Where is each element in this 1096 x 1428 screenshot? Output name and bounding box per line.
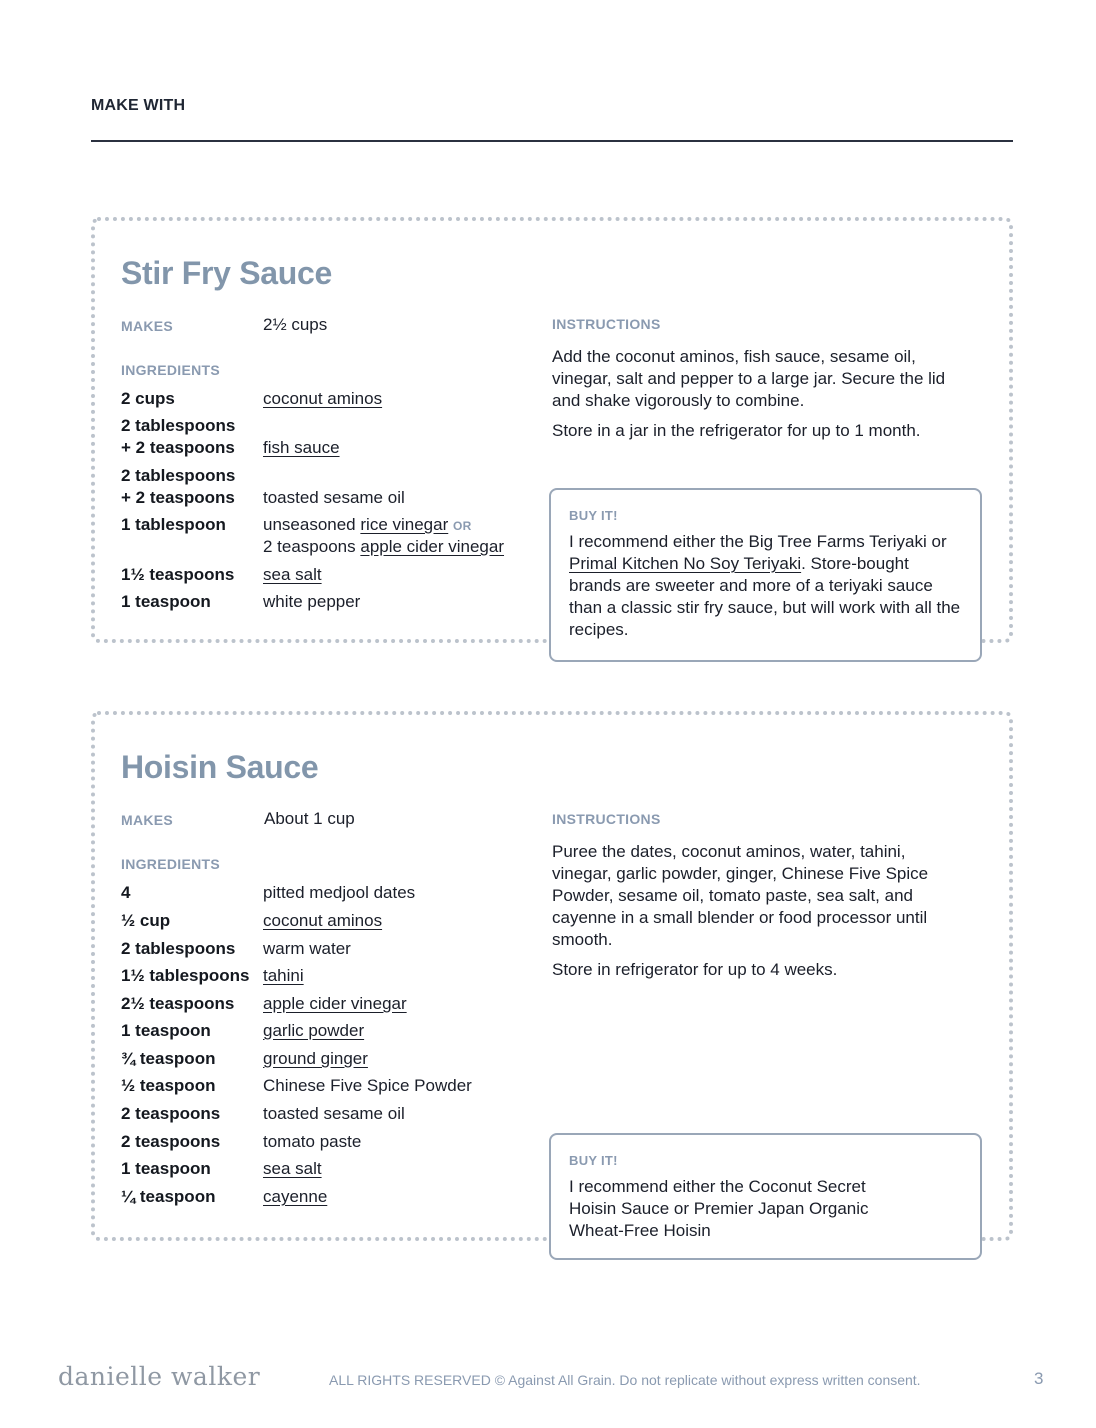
ingredient-name: white pepper <box>263 592 361 611</box>
instruction-step: Add the coconut aminos, fish sauce, sesame oil, vinegar, salt and pepper to a large jar. Secure the lid and shake vigorously to combine. <box>552 347 946 410</box>
ingredient-qty: ½ cup <box>121 911 171 930</box>
ingredient-qty: ¼ teaspoon <box>121 1187 216 1206</box>
ingredient-qty: 1 teaspoon <box>121 1021 211 1040</box>
ingredient-link[interactable]: ground ginger <box>263 1049 368 1068</box>
instructions-text <box>552 346 947 450</box>
ingredient-qty: 2 teaspoons <box>121 1132 221 1151</box>
ingredient-qty: 1 teaspoon <box>121 592 211 611</box>
makes-label: MAKES <box>121 812 174 828</box>
ingredient-qty: 2 tablespoons <box>121 466 236 485</box>
ingredient-name: Chinese Five Spice Powder <box>263 1076 472 1095</box>
instructions-label: INSTRUCTIONS <box>552 811 661 827</box>
ingredient-name: toasted sesame oil <box>263 488 405 507</box>
or-separator: OR <box>452 519 472 533</box>
ingredient-link[interactable]: fish sauce <box>263 438 340 457</box>
product-link[interactable]: Primal Kitchen No Soy Teriyaki <box>569 554 802 573</box>
ingredient-prefix: 2 teaspoons <box>263 537 361 556</box>
ingredient-link[interactable]: rice vinegar <box>360 515 449 534</box>
ingredient-qty: 1½ tablespoons <box>121 966 250 985</box>
page-number: 3 <box>1034 1369 1044 1388</box>
ingredient-qty: ½ teaspoon <box>121 1076 216 1095</box>
ingredient-name: toasted sesame oil <box>263 1104 405 1123</box>
ingredient-qty: 1 tablespoon <box>121 515 226 534</box>
ingredient-link[interactable]: apple cider vinegar <box>360 537 505 556</box>
ingredients-label: INGREDIENTS <box>121 362 220 378</box>
ingredients-label: INGREDIENTS <box>121 856 220 872</box>
buy-it-label: BUY IT! <box>569 508 618 523</box>
ingredient-qty: 4 <box>121 883 131 902</box>
ingredient-prefix: unseasoned <box>263 515 361 534</box>
ingredient-qty-extra: + 2 teaspoons <box>121 438 235 457</box>
brand-logo: danielle walker <box>58 1362 261 1391</box>
instructions-text <box>552 841 937 989</box>
ingredient-link[interactable]: sea salt <box>263 1159 322 1178</box>
ingredient-link[interactable]: cayenne <box>263 1187 328 1206</box>
ingredient-name: warm water <box>263 939 351 958</box>
ingredient-qty: 1½ teaspoons <box>121 565 235 584</box>
ingredient-link[interactable]: tahini <box>263 966 304 985</box>
ingredient-qty: 2½ teaspoons <box>121 994 235 1013</box>
copyright-notice: ALL RIGHTS RESERVED © Against All Grain. Do not replicate without express written consent. <box>329 1372 921 1388</box>
buy-it-label: BUY IT! <box>569 1153 618 1168</box>
buy-text-post: . Store-bought brands are sweeter and more of a teriyaki sauce than a classic stir fry sauce, but will work with all the recipes. <box>569 554 961 639</box>
ingredient-link[interactable]: coconut aminos <box>263 911 383 930</box>
buy-text-pre: I recommend either the Big Tree Farms Teriyaki or <box>569 532 947 551</box>
instruction-step: Puree the dates, coconut aminos, water, tahini, vinegar, garlic powder, ginger, Chinese Five Spice Powder, sesame oil, tomato paste, sea salt, and cayenne in a small blender or food processor until smooth. <box>552 842 929 949</box>
makes-label: MAKES <box>121 318 174 334</box>
buy-it-text <box>569 531 962 641</box>
ingredient-name <box>263 514 472 537</box>
recipe-title: Hoisin Sauce <box>121 749 319 785</box>
ingredient-qty: 1 teaspoon <box>121 1159 211 1178</box>
instruction-step: Store in a jar in the refrigerator for up to 1 month. <box>552 421 921 440</box>
ingredient-qty: 2 tablespoons <box>121 416 236 435</box>
makes-value: About 1 cup <box>264 809 355 828</box>
makes-value: 2½ cups <box>263 315 328 334</box>
buy-it-box <box>549 488 982 662</box>
section-rule <box>91 140 1013 142</box>
ingredient-link[interactable]: coconut aminos <box>263 389 383 408</box>
ingredient-qty: 2 teaspoons <box>121 1104 221 1123</box>
recipe-title: Stir Fry Sauce <box>121 255 333 291</box>
ingredient-alternate <box>263 536 504 558</box>
ingredient-qty-extra: + 2 teaspoons <box>121 488 235 507</box>
ingredient-qty: 2 cups <box>121 389 175 408</box>
ingredient-name: pitted medjool dates <box>263 883 416 902</box>
ingredient-qty: ¾ teaspoon <box>121 1049 216 1068</box>
instructions-label: INSTRUCTIONS <box>552 316 661 332</box>
buy-it-text: I recommend either the Coconut Secret Hoisin Sauce or Premier Japan Organic Wheat-Free Hoisin <box>569 1177 869 1240</box>
instruction-step: Store in refrigerator for up to 4 weeks. <box>552 960 838 979</box>
ingredient-link[interactable]: garlic powder <box>263 1021 365 1040</box>
ingredient-link[interactable]: sea salt <box>263 565 322 584</box>
ingredient-name: tomato paste <box>263 1132 362 1151</box>
buy-it-box <box>549 1133 982 1260</box>
section-header: MAKE WITH <box>91 97 186 114</box>
ingredient-qty: 2 tablespoons <box>121 939 236 958</box>
ingredient-link[interactable]: apple cider vinegar <box>263 994 407 1013</box>
